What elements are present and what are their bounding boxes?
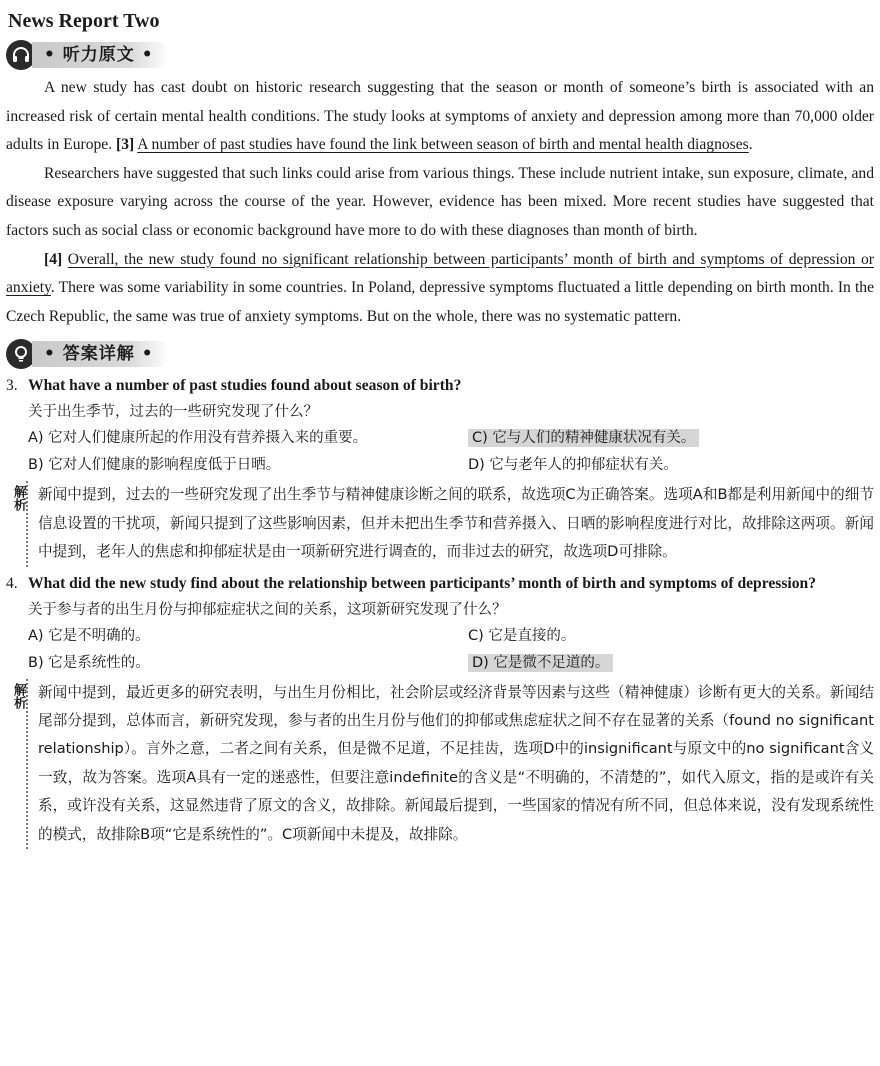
option-a: A) 它是不明确的。	[28, 627, 150, 644]
question-translation: 关于出生季节，过去的一些研究发现了什么？	[28, 404, 318, 421]
option-d-correct: D) 它是微不足道的。	[468, 650, 868, 677]
option-a: A) 它对人们健康所起的作用没有营养摄入来的重要。	[28, 430, 368, 447]
transcript-paragraph-1	[6, 74, 874, 160]
question-4-analysis	[6, 679, 874, 849]
question-number: 4.	[6, 574, 18, 592]
question-4-header	[6, 571, 874, 597]
analysis-label: 解析	[11, 485, 26, 512]
question-4-options	[28, 623, 874, 677]
answers-banner-label: • 答案详解 •	[32, 341, 170, 367]
question-3-analysis	[6, 481, 874, 566]
answers-banner	[6, 337, 874, 371]
page-title: News Report Two	[8, 10, 160, 32]
page	[0, 6, 880, 1066]
transcript-paragraph-2	[6, 160, 874, 246]
transcript-body	[6, 74, 874, 331]
option-d: D) 它与老年人的抑郁症状有关。	[468, 457, 678, 474]
question-text: What did the new study find about the relationship between participants’ month of birth and symptoms of depression?	[28, 574, 817, 592]
option-c-correct: C) 它与人们的精神健康状况有关。	[468, 425, 868, 452]
question-number: 3.	[6, 377, 18, 395]
question-3-header	[6, 373, 874, 399]
question-translation: 关于参与者的出生月份与抑郁症症状之间的关系，这项新研究发现了什么？	[28, 601, 507, 618]
analysis-text: 新闻中提到，最近更多的研究表明，与出生月份相比，社会阶层或经济背景等因素与这些（精神健康）诊断有更大的关系。新闻结尾部分提到，总体而言，新研究发现，参与者的出生月份与他们的抑郁或焦虑症状之间不存在显著的关系（found no significant relationship）。言外之意，二者之间有关系，但是微不足道，不足挂齿，选项D中的insignificant与原文中的no significant含义一致，故为答案。选项A具有一定的迷惑性，但要注意indefinite的含义是“不明确的，不清楚的”，如代入原文，指的是或许有关系，或许没有关系，这显然违背了原文的含义，故排除。新闻最后提到，一些国家的情况有所不同，但总体来说，没有发现系统性的模式，故排除B项“它是系统性的”。C项新闻中未提及，故排除。	[26, 679, 874, 849]
question-3	[6, 373, 874, 566]
question-marker: [3]	[116, 136, 135, 154]
option-c: C) 它是直接的。	[468, 627, 576, 644]
option-b: B) 它是系统性的。	[28, 654, 150, 671]
question-text: What have a number of past studies found about season of birth?	[28, 377, 462, 395]
question-3-options	[28, 425, 874, 479]
key-sentence: A number of past studies have found the link between season of birth and mental health diagnoses	[137, 136, 749, 154]
key-sentence: Overall, the new study found no significant relationship between participants’ month of birth and symptoms of depression or anxiety	[6, 250, 874, 297]
paragraph-text: Researchers have suggested that such links could arise from various things. These include nutrient intake, sun exposure, climate, and disease exposure varying across the course of the year. However, evidence has been mixed. More recent studies have suggested that factors such as social class or economic background have more to do with these diagnoses than month of birth.	[6, 164, 874, 239]
paragraph-text: A new study has cast doubt on historic research suggesting that the season or month of someone’s birth is associated with an increased risk of certain mental health conditions. The study looks at symptoms of anxiety and depression among more than 70,000 older adults in Europe.	[6, 79, 874, 154]
paragraph-text: .	[748, 136, 753, 154]
paragraph-text: . There was some variability in some countries. In Poland, depressive symptoms fluctuated a little depending on birth month. In the Czech Republic, the same was true of anxiety symptoms. But on the whole, there was no systematic pattern.	[6, 279, 874, 325]
analysis-text: 新闻中提到，过去的一些研究发现了出生季节与精神健康诊断之间的联系，故选项C为正确答案。选项A和B都是利用新闻中的细节信息设置的干扰项，新闻只提到了这些影响因素，但并未把出生季节和营养摄入、日晒的影响程度进行对比，故排除这两项。新闻中提到，老年人的焦虑和抑郁症状是由一项新研究进行调查的，而非过去的研究，故选项D可排除。	[26, 481, 874, 566]
analysis-label: 解析	[11, 682, 26, 709]
transcript-banner	[6, 38, 874, 72]
question-4	[6, 571, 874, 849]
transcript-banner-label: • 听力原文 •	[32, 42, 170, 68]
transcript-paragraph-3	[6, 246, 874, 332]
question-marker: [4]	[44, 250, 63, 268]
option-b: B) 它对人们健康的影响程度低于日晒。	[28, 457, 281, 474]
